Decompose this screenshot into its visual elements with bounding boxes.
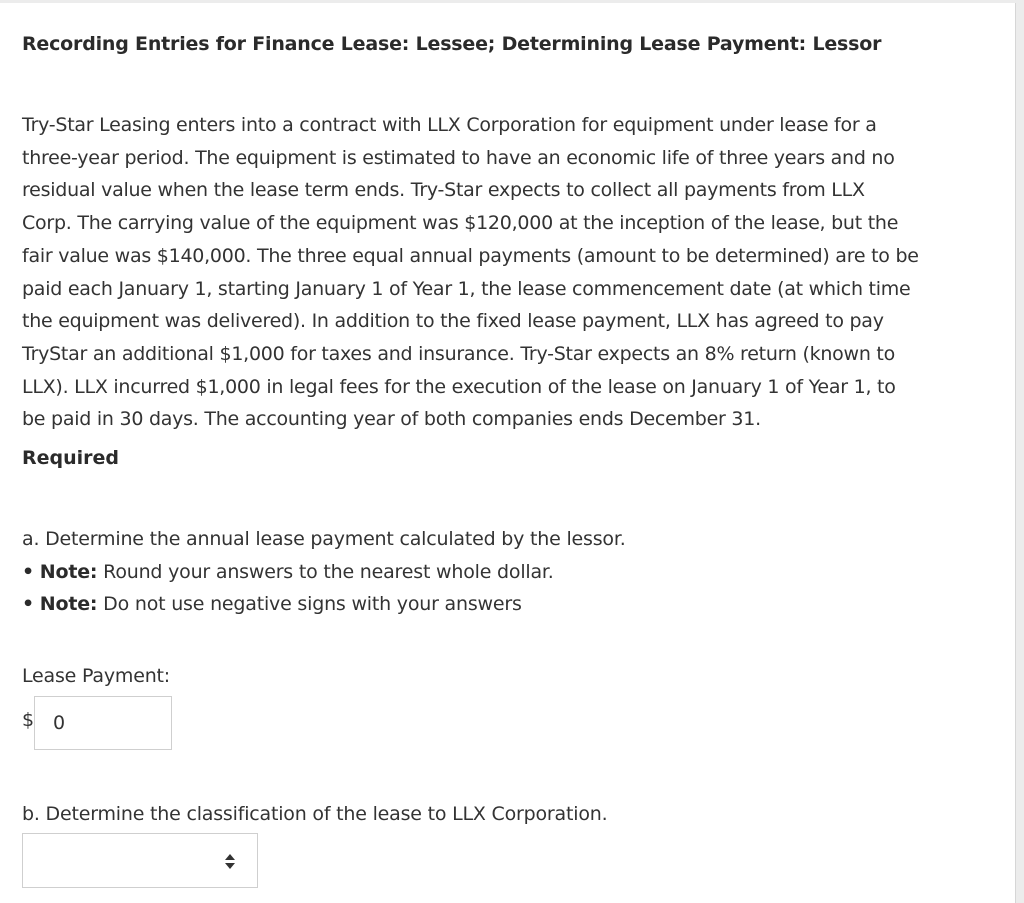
paragraph-line: be paid in 30 days. The accounting year of both companies ends December 31. — [22, 408, 761, 431]
part-b-question: b. Determine the classification of the lease to LLX Corporation. — [22, 803, 608, 825]
problem-paragraph — [22, 109, 1002, 436]
note-label: Note: — [39, 593, 98, 615]
paragraph-line: TryStar an additional $1,000 for taxes and insurance. Try-Star expects an 8% return (known to — [22, 342, 895, 365]
page-title: Recording Entries for Finance Lease: Lessee; Determining Lease Payment: Lessor — [22, 33, 882, 55]
currency-symbol: $ — [22, 709, 35, 731]
paragraph-line: LLX). LLX incurred $1,000 in legal fees for the execution of the lease on January 1 of Year 1, to — [22, 375, 896, 398]
lease-classification-select[interactable] — [22, 833, 258, 888]
paragraph-line: Try-Star Leasing enters into a contract with LLX Corporation for equipment under lease for a — [22, 114, 877, 136]
paragraph-line: residual value when the lease term ends. Try-Star expects to collect all payments from LLX — [22, 179, 865, 202]
paragraph-line: three-year period. The equipment is estimated to have an economic life of three years and no — [22, 146, 895, 169]
question-panel — [0, 3, 1016, 903]
bullet-icon: • — [22, 593, 34, 615]
paragraph-line: paid each January 1, starting January 1 of Year 1, the lease commencement date (at which time — [22, 277, 911, 300]
part-a-section — [22, 523, 626, 621]
required-heading: Required — [22, 447, 120, 469]
paragraph-line: Corp. The carrying value of the equipment was $120,000 at the inception of the lease, but the — [22, 212, 899, 235]
select-arrows-icon — [223, 850, 237, 872]
note-text: Do not use negative signs with your answers — [97, 593, 522, 615]
note-rounding — [22, 556, 626, 589]
bullet-icon: • — [22, 560, 34, 583]
paragraph-line: fair value was $140,000. The three equal annual payments (amount to be determined) are to be — [22, 244, 919, 267]
paragraph-line: the equipment was delivered). In addition to the fixed lease payment, LLX has agreed to pay — [22, 310, 884, 333]
note-text: Round your answers to the nearest whole dollar. — [97, 560, 554, 583]
note-negative-signs — [22, 588, 626, 621]
lease-payment-label: Lease Payment: — [22, 665, 170, 687]
note-label: Note: — [39, 560, 98, 583]
part-a-question: a. Determine the annual lease payment calculated by the lessor. — [22, 528, 626, 550]
lease-payment-input[interactable] — [34, 696, 172, 750]
